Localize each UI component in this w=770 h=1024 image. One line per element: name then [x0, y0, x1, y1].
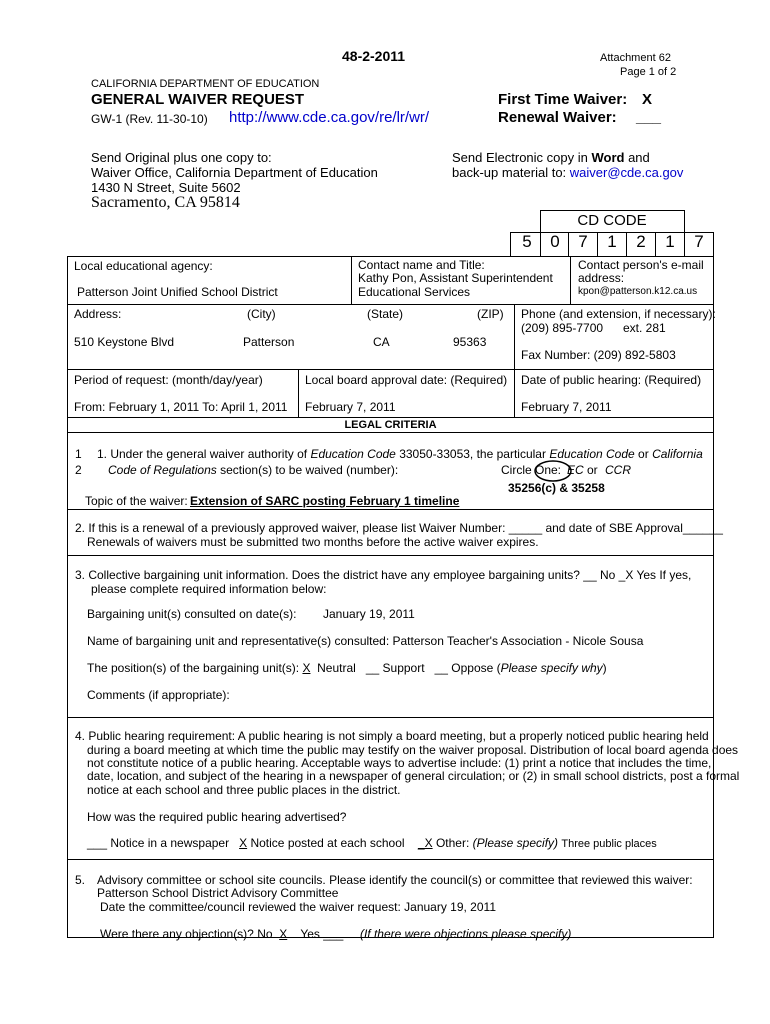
first-time-waiver-value: X	[641, 91, 652, 108]
hearing-requirement-line5: notice at each school and three public places in the district.	[87, 783, 401, 797]
legal-line-number: 1	[75, 447, 82, 461]
backup-material-line: back-up material to: waiver@cde.ca.gov	[452, 165, 684, 180]
phone-extension: ext. 281	[623, 321, 666, 335]
ccr-option: CCR	[605, 463, 631, 477]
zip-label: (ZIP)	[477, 307, 504, 321]
board-approval-label: Local board approval date: (Required)	[305, 373, 508, 387]
advisory-objections: Were there any objection(s)? No X Yes ___ (If there were objections please specify)	[100, 927, 572, 941]
address-label: Address:	[74, 307, 122, 321]
or-text: or	[587, 463, 598, 477]
waiver-url-link[interactable]: http://www.cde.ca.gov/re/lr/wr/	[229, 109, 430, 126]
legal-criteria-heading: LEGAL CRITERIA	[344, 419, 437, 431]
agency-label: Local educational agency:	[74, 259, 213, 273]
hearing-date-label: Date of public hearing: (Required)	[521, 373, 702, 387]
contact-label: Contact name and Title:	[358, 258, 485, 272]
advisory-line2: Patterson School District Advisory Committee	[97, 886, 339, 900]
contact-email: kpon@patterson.k12.ca.us	[578, 286, 698, 297]
legal-section-line1: 1. Under the general waiver authority of Education Code 33050-33053, the particular Education Code or California	[97, 447, 703, 461]
hearing-advertised-options: ___ Notice in a newspaper X Notice posted at each school _X Other: (Please specify) Three public places	[87, 836, 657, 850]
cd-code-digit: 7	[578, 232, 588, 251]
cd-code-digit: 5	[522, 232, 532, 251]
advisory-number: 5.	[75, 873, 86, 887]
period-label: Period of request: (month/day/year)	[74, 373, 263, 387]
contact-name: Kathy Pon, Assistant Superintendent	[358, 271, 553, 285]
renewal-question-line1: 2. If this is a renewal of a previously approved waiver, please list Waiver Number: _____ and date of SBE Approval______	[75, 521, 723, 535]
fax-number: Fax Number: (209) 892-5803	[521, 348, 676, 362]
hearing-requirement-line2: during a board meeting at which time the public may testify on the waiver proposal. Distribution of local board agenda does	[87, 743, 739, 757]
bargaining-consulted-label: Bargaining unit(s) consulted on date(s):	[87, 607, 297, 621]
circle-one-label: Circle One:	[501, 463, 562, 477]
department-name: CALIFORNIA DEPARTMENT OF EDUCATION	[91, 78, 320, 90]
document-number: 48-2-2011	[342, 48, 406, 64]
email-label-line2: address:	[578, 271, 625, 285]
cd-code-label: CD CODE	[577, 212, 647, 229]
state-label: (State)	[367, 307, 404, 321]
legal-line-number: 2	[75, 463, 82, 477]
city-value: Patterson	[243, 335, 295, 349]
send-electronic-line: Send Electronic copy in Word and	[452, 150, 650, 165]
agency-value: Patterson Joint Unified School District	[77, 285, 278, 299]
cd-code-digit: 2	[636, 232, 646, 251]
send-original-line2: Waiver Office, California Department of Education	[91, 165, 378, 180]
street-address: 510 Keystone Blvd	[74, 335, 175, 349]
hearing-requirement-line3: not constitute notice of a public hearing. Acceptable ways to advertise include: (1) print a notice that includes the time,	[87, 756, 712, 770]
bargaining-unit-name: Name of bargaining unit and representative(s) consulted: Patterson Teacher's Association - Nicole Sousa	[87, 634, 644, 648]
contact-title: Educational Services	[358, 285, 471, 299]
cd-code-digit: 1	[665, 232, 675, 251]
hearing-requirement-line1: 4. Public hearing requirement: A public hearing is not simply a board meeting, but a properly noticed public hearing held	[75, 729, 709, 743]
first-time-waiver-label: First Time Waiver:	[498, 91, 628, 108]
waiver-email-link[interactable]: waiver@cde.ca.gov	[569, 165, 684, 180]
bargaining-question-line2: please complete required information below:	[91, 582, 327, 596]
page-number: Page 1 of 2	[620, 66, 677, 78]
cd-code-digit: 0	[550, 232, 560, 251]
form-title: GENERAL WAIVER REQUEST	[91, 91, 305, 108]
topic-value: Extension of SARC posting February 1 timeline	[190, 494, 460, 508]
hearing-requirement-line4: date, location, and subject of the hearing in a newspaper of general circulation; or (2) in small school districts, post a formal	[87, 769, 740, 783]
hearing-date-value: February 7, 2011	[521, 400, 612, 414]
ec-option: EC	[567, 463, 584, 477]
attachment-label: Attachment 62	[600, 52, 671, 64]
cd-code-digit: 7	[694, 232, 704, 251]
bargaining-question-line1: 3. Collective bargaining unit information. Does the district have any employee bargaining units? __ No _X Yes If yes,	[75, 568, 692, 582]
advisory-line1: Advisory committee or school site councils. Please identify the council(s) or committee that reviewed this waiver:	[97, 873, 693, 887]
phone-label: Phone (and extension, if necessary):	[521, 307, 716, 321]
board-approval-value: February 7, 2011	[305, 400, 396, 414]
phone-value: (209) 895-7700	[521, 321, 604, 335]
renewal-waiver-value: ___	[636, 109, 662, 126]
send-original-line4: Sacramento, CA 95814	[91, 194, 240, 211]
cd-code-digit: 1	[607, 232, 617, 251]
bargaining-consulted-date: January 19, 2011	[323, 607, 415, 621]
legal-section-line2: Code of Regulations section(s) to be waived (number):	[108, 463, 399, 477]
topic-label: Topic of the waiver:	[85, 494, 188, 508]
send-original-line3: 1430 N Street, Suite 5602	[91, 180, 241, 195]
city-label: (City)	[247, 307, 276, 321]
waived-sections: 35256(c) & 35258	[508, 481, 605, 495]
email-label-line1: Contact person's e-mail	[578, 258, 704, 272]
advisory-line3: Date the committee/council reviewed the waiver request: January 19, 2011	[100, 900, 496, 914]
period-value: From: February 1, 2011 To: April 1, 2011	[74, 400, 288, 414]
form-code: GW-1 (Rev. 11-30-10)	[91, 112, 208, 126]
renewal-waiver-label: Renewal Waiver:	[498, 109, 617, 126]
bargaining-position: The position(s) of the bargaining unit(s): X Neutral __ Support __ Oppose (Please specify why)	[87, 661, 607, 675]
hearing-advertised-question: How was the required public hearing advertised?	[87, 810, 347, 824]
bargaining-comments: Comments (if appropriate):	[87, 688, 230, 702]
renewal-question-line2: Renewals of waivers must be submitted two months before the active waiver expires.	[87, 535, 539, 549]
zip-value: 95363	[453, 335, 487, 349]
state-value: CA	[373, 335, 390, 349]
send-original-line1: Send Original plus one copy to:	[91, 150, 272, 165]
